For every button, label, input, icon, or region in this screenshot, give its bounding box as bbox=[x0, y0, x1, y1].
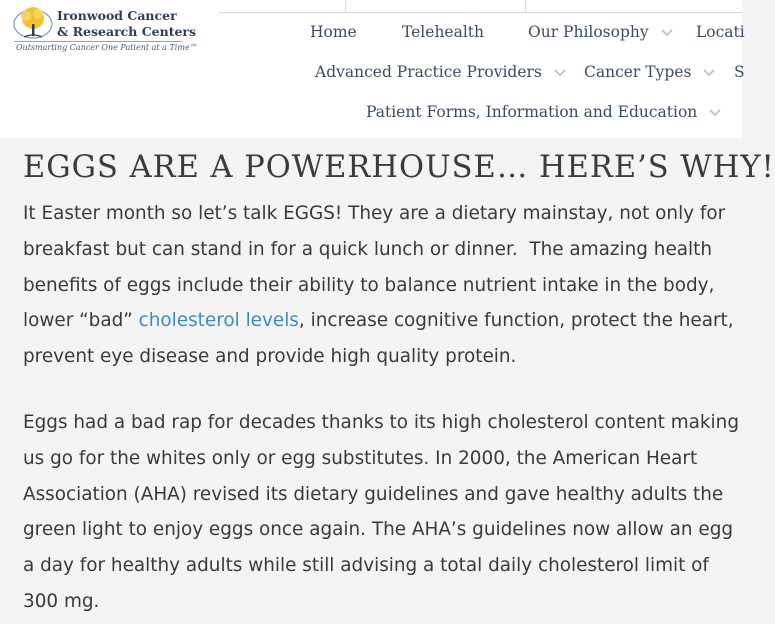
article-paragraph bbox=[23, 196, 739, 375]
nav-item-patient-forms[interactable] bbox=[366, 103, 721, 121]
chevron-down-icon bbox=[661, 29, 673, 37]
nav-item-our-philosophy[interactable] bbox=[528, 23, 673, 41]
nav-item-label: Cancer Types bbox=[584, 63, 692, 81]
nav-item-locations[interactable] bbox=[696, 23, 745, 41]
nav-item-label: S bbox=[734, 63, 745, 81]
nav-item-telehealth[interactable] bbox=[402, 23, 484, 41]
nav-item-label: Telehealth bbox=[402, 23, 485, 41]
nav-item-cancer-types[interactable] bbox=[584, 63, 715, 81]
nav-item-label: Our Philosophy bbox=[528, 23, 649, 41]
logo-name-line1: Ironwood Cancer bbox=[57, 8, 177, 23]
chevron-down-icon bbox=[709, 109, 721, 117]
article-paragraph: Eggs had a bad rap for decades thanks to its high cholesterol content making us go for the whites only or egg substitutes. In 2000, the American Heart Association (AHA) revised its dietary guidelines and gave healthy adults the green light to enjoy eggs once again. The AHA’s guidelines now allow an egg a day for healthy adults while still advising a total daily cholesterol limit of 300 mg. bbox=[23, 412, 739, 612]
cholesterol-levels-link[interactable]: cholesterol levels bbox=[138, 310, 299, 332]
nav-item-label: Patient Forms, Information and Education bbox=[366, 103, 698, 121]
nav-item-label: Locati bbox=[696, 23, 745, 41]
chevron-down-icon bbox=[703, 69, 715, 77]
nav-item-s[interactable] bbox=[734, 63, 745, 81]
nav-item-label: Home bbox=[310, 23, 357, 41]
site-logo[interactable] bbox=[12, 4, 198, 56]
logo-tagline: Outsmarting Cancer One Patient at a Time™ bbox=[16, 43, 198, 52]
header-divider bbox=[219, 12, 742, 13]
nav-item-advanced-practice-providers[interactable] bbox=[315, 63, 566, 81]
site-header bbox=[0, 0, 745, 138]
nav-item-label: Advanced Practice Providers bbox=[315, 63, 542, 81]
header-divider-tick bbox=[345, 0, 346, 12]
paragraph-text: , increase cognitive function, protect the heart, prevent eye disease and provide high quality protein. bbox=[23, 310, 734, 368]
chevron-down-icon bbox=[554, 69, 566, 77]
logo-underline bbox=[14, 41, 182, 42]
nav-item-home[interactable] bbox=[310, 23, 357, 41]
tree-logo-icon bbox=[12, 4, 56, 44]
logo-name-line2: & Research Centers bbox=[57, 24, 197, 39]
header-divider-tick bbox=[525, 0, 526, 12]
article-title: EGGS ARE A POWERHOUSE… HERE’S WHY! bbox=[23, 150, 775, 185]
paragraph-text: It Easter month so let’s talk EGGS! They are a dietary mainstay, not only for breakfast but can stand in for a quick lunch or dinner. The amazing health benefits of eggs include their ability to balance nutrient intake in the body, lower “bad” bbox=[23, 203, 726, 332]
